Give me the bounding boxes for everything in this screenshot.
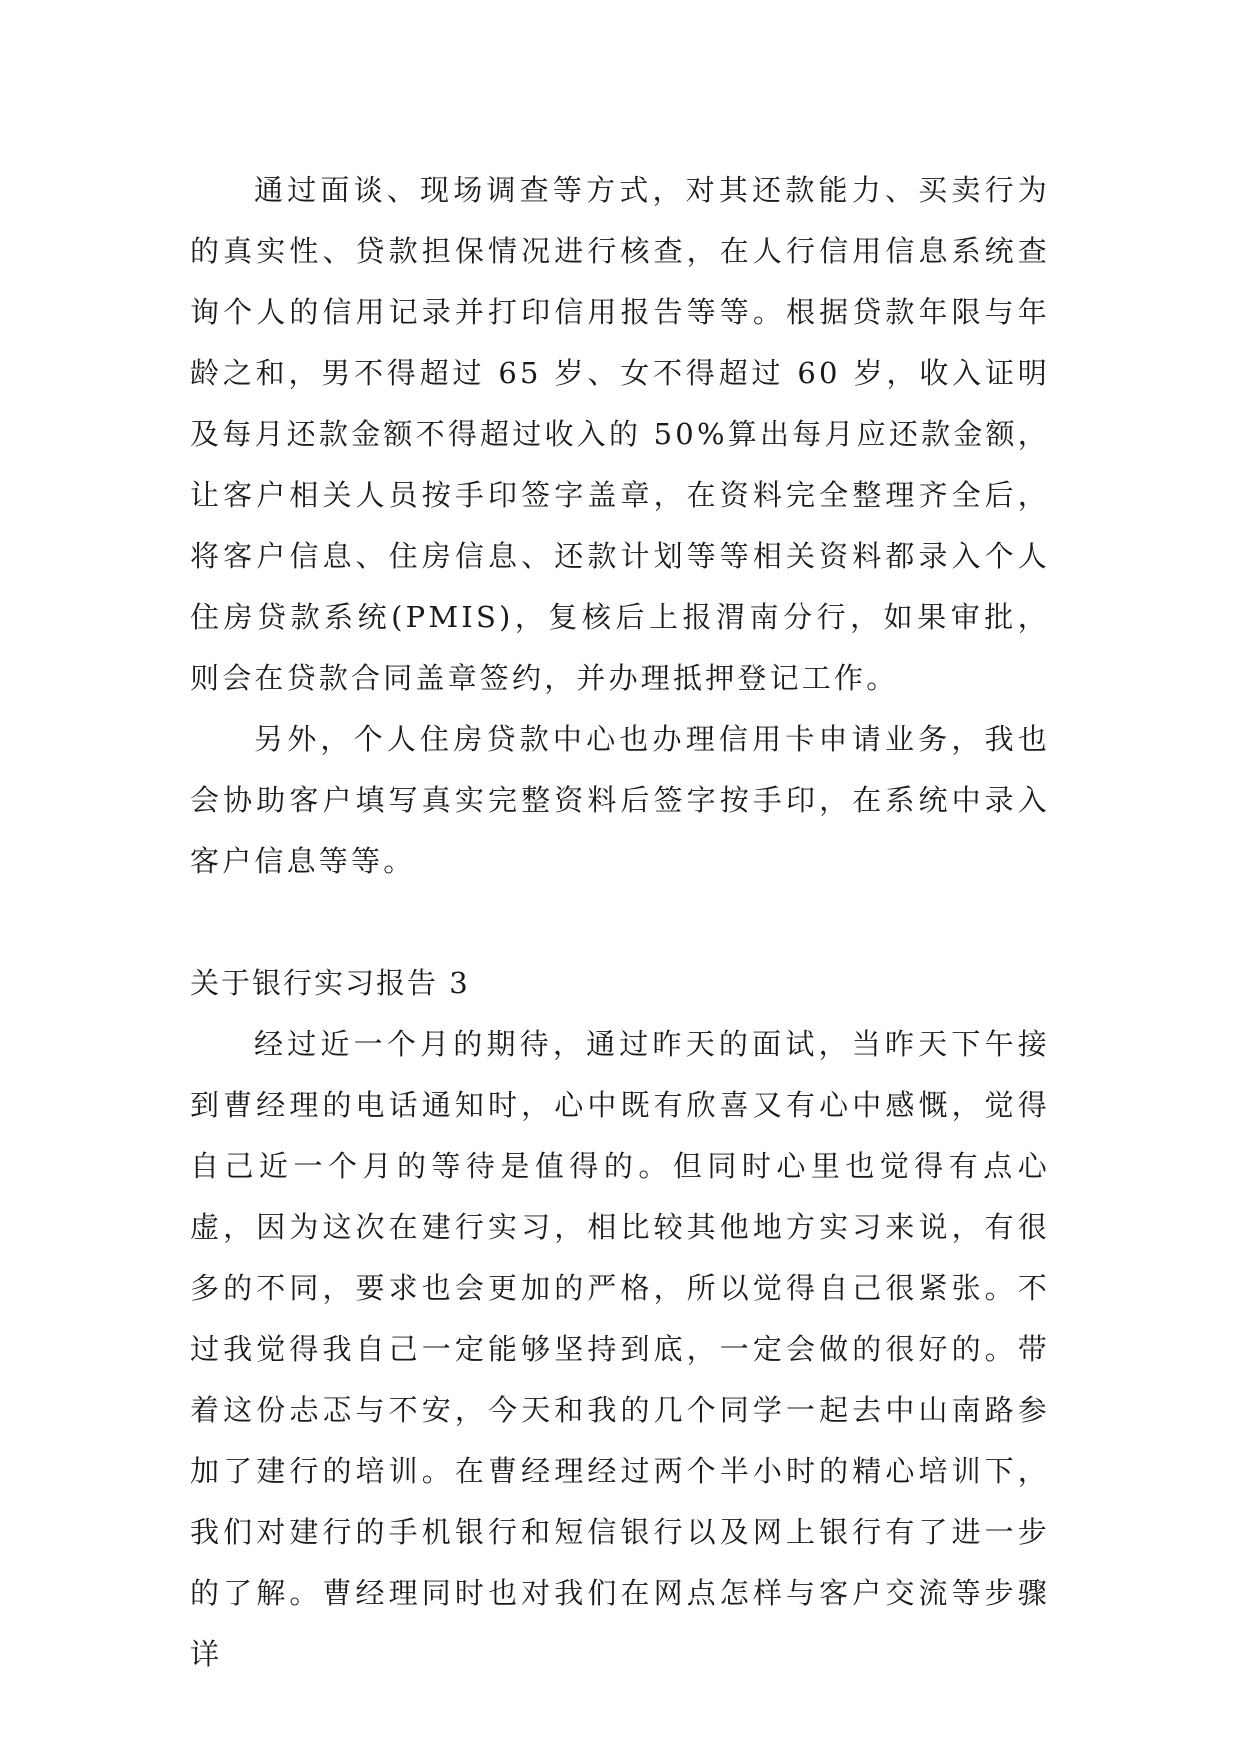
paragraph-credit-card: 另外，个人住房贷款中心也办理信用卡申请业务，我也会协助客户填写真实完整资料后签字按手印，在系统中录入客户信息等等。 xyxy=(190,722,1050,878)
paragraph-loan-review: 通过面谈、现场调查等方式，对其还款能力、买卖行为的真实性、贷款担保情况进行核查，在人行信用信息系统查询个人的信用记录并打印信用报告等等。根据贷款年限与年龄之和，男不得超过 65 岁、女不得超过 60 岁，收入证明及每月还款金额不得超过收入的 50%算出每月应还款金额，让客户相关人员按手印签字盖章，在资料完全整理齐全后，将客户信息、住房信息、还款计划等等相关资料都录入个人住房贷款系统(PMIS)，复核后上报渭南分行，如果审批，则会在贷款合同盖章签约，并办理抵押登记工作。 xyxy=(190,173,1050,695)
document-page xyxy=(190,160,1050,1685)
section-spacer xyxy=(190,892,1050,953)
section-heading: 关于银行实习报告 3 xyxy=(190,966,470,1000)
paragraph-internship-training: 经过近一个月的期待，通过昨天的面试，当昨天下午接到曹经理的电话通知时，心中既有欣喜又有心中感慨，觉得自己近一个月的等待是值得的。但同时心里也觉得有点心虚，因为这次在建行实习，相比较其他地方实习来说，有很多的不同，要求也会更加的严格，所以觉得自己很紧张。不过我觉得我自己一定能够坚持到底，一定会做的很好的。带着这份忐忑与不安，今天和我的几个同学一起去中山南路参加了建行的培训。在曹经理经过两个半小时的精心培训下，我们对建行的手机银行和短信银行以及网上银行有了进一步的了解。曹经理同时也对我们在网点怎样与客户交流等步骤详 xyxy=(190,1027,1050,1671)
